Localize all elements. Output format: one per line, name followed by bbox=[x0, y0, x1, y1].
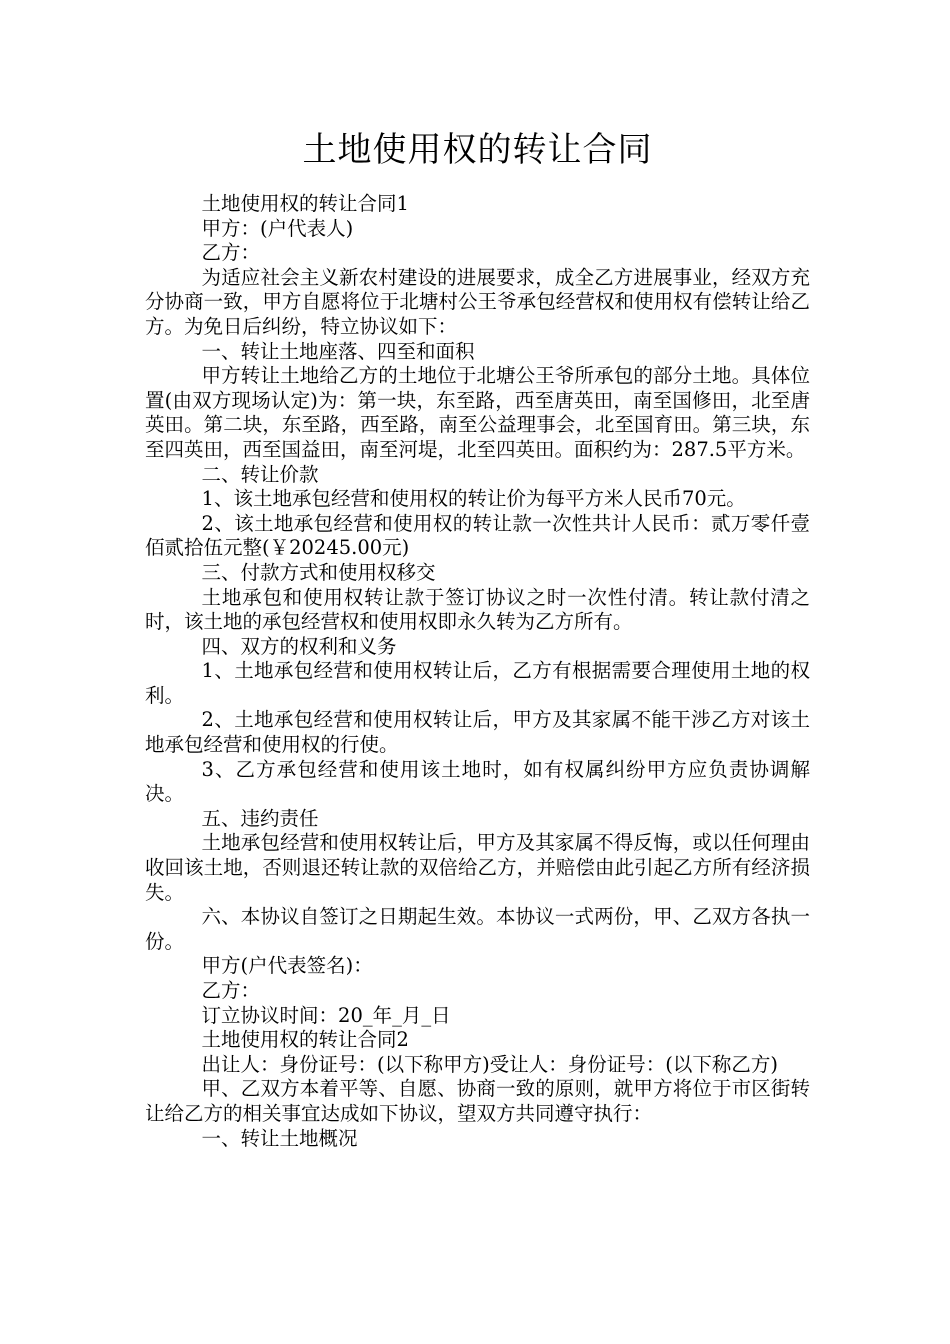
section-heading-4: 四、双方的权利和义务 bbox=[201, 634, 397, 658]
section-heading-1: 一、转让土地座落、四至和面积 bbox=[201, 339, 475, 363]
paragraph-price-2: 2、该土地承包经营和使用权的转让款一次性共计人民币：贰万零仟壹佰贰拾伍元整(￥20245.00元) bbox=[145, 511, 810, 560]
document-title: 土地使用权的转让合同 bbox=[302, 130, 653, 170]
paragraph-heading-contract-1: 土地使用权的转让合同1 bbox=[201, 192, 409, 215]
section-heading-2: 二、转让价款 bbox=[201, 462, 319, 486]
paragraph-rights-1: 1、土地承包经营和使用权转让后，乙方有根据需要合理使用土地的权利。 bbox=[145, 659, 810, 707]
paragraph-party-b: 乙方： bbox=[201, 241, 261, 265]
signature-party-a: 甲方(户代表签名)： bbox=[201, 954, 373, 978]
paragraph-payment: 土地承包和使用权转让款于签订协议之时一次性付清。转让款付清之时，该土地的承包经营权和使用权即永久转为乙方所有。 bbox=[145, 585, 810, 634]
paragraph-rights-2: 2、土地承包经营和使用权转让后，甲方及其家属不能干涉乙方对该土地承包经营和使用权的行使。 bbox=[145, 708, 810, 757]
paragraph-preamble: 为适应社会主义新农村建设的进展要求，成全乙方进展事业，经双方充分协商一致，甲方自愿将位于北塘村公王爷承包经营权和使用权有偿转让给乙方。为免日后纠纷，特立协议如下： bbox=[145, 265, 810, 338]
paragraph-liability: 土地承包经营和使用权转让后，甲方及其家属不得反悔，或以任何理由收回该土地，否则退还转让款的双倍给乙方，并赔偿由此引起乙方所有经济损失。 bbox=[145, 831, 810, 904]
signature-party-b: 乙方： bbox=[201, 979, 261, 1002]
signing-date: 订立协议时间：20_年_月_日 bbox=[201, 1003, 451, 1027]
paragraph-location: 甲方转让土地给乙方的土地位于北塘公王爷所承包的部分土地。具体位置(由双方现场认定)为：第一块，东至路，西至唐英田，南至国修田，北至唐英田。第二块，东至路，西至路，南至公益理事会，北至国育田。第三块，东至四英田，西至国益田，南至河堤，北至四英田。面积约为：287.5平方米。 bbox=[145, 364, 810, 461]
paragraph-heading-contract-2: 土地使用权的转让合同2 bbox=[201, 1028, 409, 1052]
document-body bbox=[145, 192, 810, 1151]
paragraph-party-a: 甲方：(户代表人) bbox=[201, 216, 354, 240]
paragraph-principle: 甲、乙双方本着平等、自愿、协商一致的原则，就甲方将位于市区街转让给乙方的相关事宜达成如下协议，望双方共同遵守执行： bbox=[145, 1077, 810, 1125]
section-heading-overview: 一、转让土地概况 bbox=[201, 1126, 358, 1150]
paragraph-effective: 六、本协议自签订之日期起生效。本协议一式两份，甲、乙双方各执一份。 bbox=[145, 905, 810, 953]
paragraph-rights-3: 3、乙方承包经营和使用该土地时，如有权属纠纷甲方应负责协调解决。 bbox=[145, 757, 810, 806]
document-page bbox=[145, 0, 810, 1151]
section-heading-5: 五、违约责任 bbox=[201, 806, 319, 830]
paragraph-transferor-transferee: 出让人：身份证号：(以下称甲方)受让人：身份证号：(以下称乙方) bbox=[201, 1052, 778, 1076]
paragraph-price-1: 1、该土地承包经营和使用权的转让价为每平方米人民币70元。 bbox=[201, 487, 746, 511]
section-heading-3: 三、付款方式和使用权移交 bbox=[201, 560, 436, 584]
